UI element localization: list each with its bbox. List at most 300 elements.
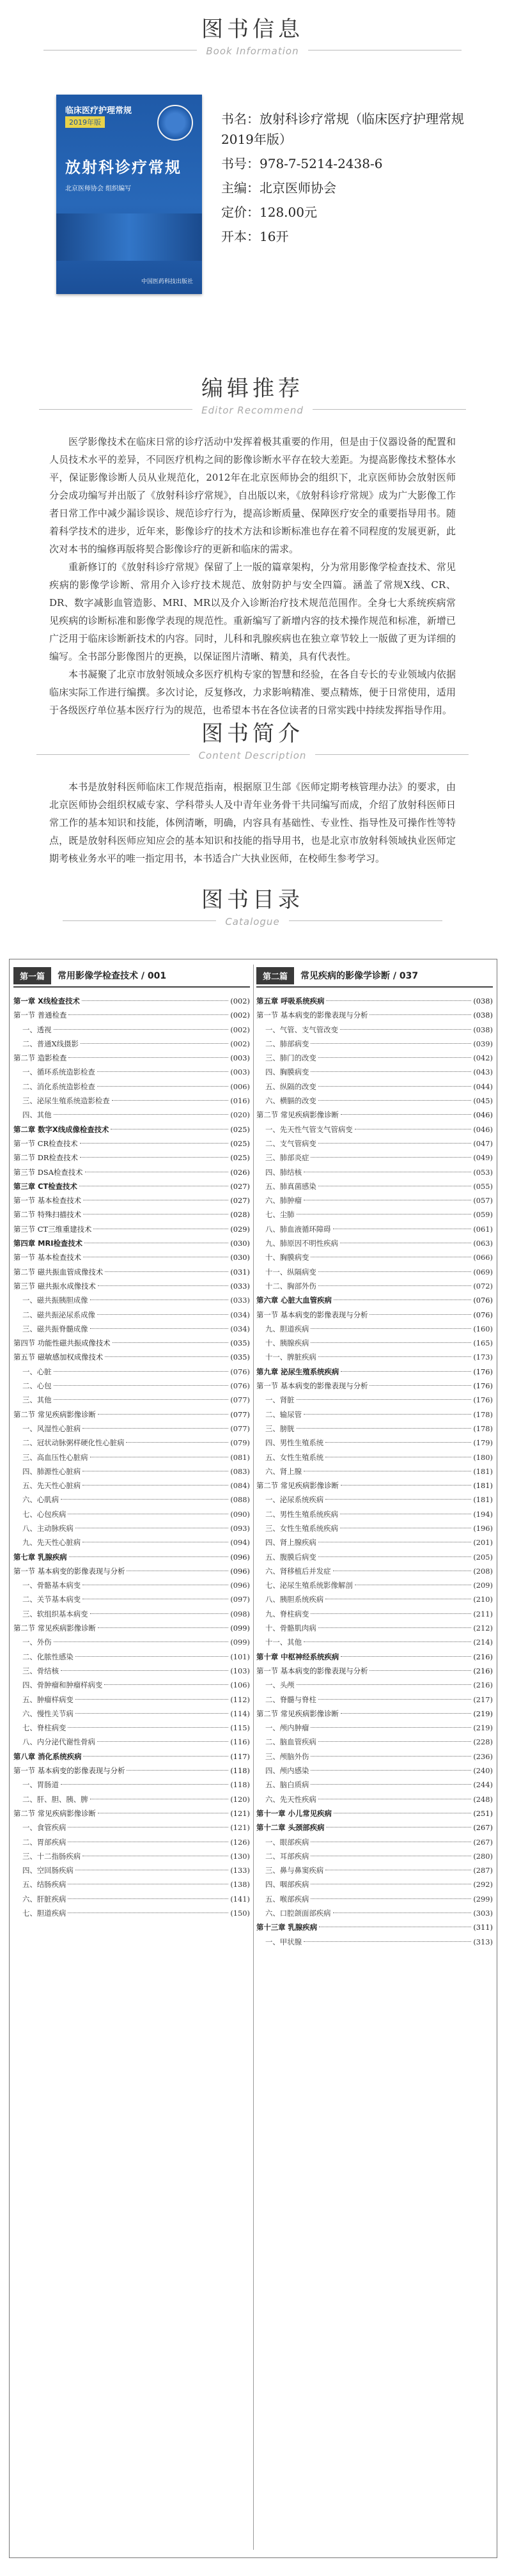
toc-entry-page: (219) xyxy=(473,1723,493,1733)
toc-leader-dots xyxy=(304,1641,471,1642)
toc-entry xyxy=(13,1650,250,1664)
toc-entry-title: 三、鼻与鼻窦疾病 xyxy=(265,1866,324,1875)
toc-leader-dots xyxy=(318,1057,472,1058)
toc-leader-dots xyxy=(61,1670,228,1671)
toc-entry xyxy=(256,1578,493,1592)
toc-leader-dots xyxy=(97,1071,228,1072)
toc-entry xyxy=(13,1735,250,1749)
toc-entry-title: 七、胆道疾病 xyxy=(22,1909,66,1918)
toc-entry xyxy=(256,1293,493,1307)
toc-entry xyxy=(256,1664,493,1678)
toc-entry xyxy=(256,1621,493,1635)
toc-entry xyxy=(13,1835,250,1849)
toc-entry xyxy=(13,1906,250,1920)
emblem-icon xyxy=(157,105,193,141)
toc-entry-title: 八、肺血液循环障碍 xyxy=(265,1224,331,1234)
toc-entry-page: (077) xyxy=(230,1395,250,1405)
toc-entry-title: 三、高血压性心脏病 xyxy=(22,1452,88,1462)
description-header xyxy=(0,716,505,761)
toc-leader-dots xyxy=(82,1485,228,1486)
toc-entry-title: 四、男性生殖系统 xyxy=(265,1438,324,1448)
toc-entry-title: 十、骨骼肌肉病 xyxy=(265,1624,316,1633)
toc-entry-title: 二、关节基本病变 xyxy=(22,1595,81,1604)
toc-entry-title: 二、磁共振泌尿系成像 xyxy=(22,1310,95,1319)
toc-entry xyxy=(256,1065,493,1079)
toc-entry xyxy=(256,1635,493,1649)
toc-entry-page: (212) xyxy=(473,1624,493,1633)
toc-entry xyxy=(13,1693,250,1707)
toc-leader-dots xyxy=(54,1114,229,1115)
toc-entry xyxy=(256,1607,493,1621)
toc-leader-dots xyxy=(54,1371,229,1372)
toc-entry xyxy=(256,1478,493,1493)
toc-entry-title: 第三节 磁共振水成像技术 xyxy=(13,1281,96,1291)
toc-entry-title: 二、脊髓与脊柱 xyxy=(265,1695,316,1704)
toc-leader-dots xyxy=(54,1399,229,1400)
toc-entry xyxy=(13,1806,250,1820)
toc-leader-dots xyxy=(311,1613,471,1614)
toc-entry-title: 五、先天性心脏病 xyxy=(22,1481,81,1491)
toc-leader-dots xyxy=(369,1670,471,1671)
toc-leader-dots xyxy=(104,1684,228,1685)
toc-entry xyxy=(256,1122,493,1137)
toc-entry xyxy=(13,1820,250,1835)
toc-entry-title: 第二节 常见疾病影像诊断 xyxy=(256,1481,339,1491)
recommend-subtitle: Editor Recommend xyxy=(201,405,304,416)
toc-entry-title: 五、腹膜后病变 xyxy=(265,1552,316,1562)
toc-entry-title: 二、脑血管疾病 xyxy=(265,1737,316,1747)
toc-entry-page: (046) xyxy=(473,1110,493,1120)
recommend-paragraph: 重新修订的《放射科诊疗常规》保留了上一版的篇章架构，分为常用影像学检查技术、常见疾病的影像学诊断、常用介入诊疗技术规范、放射防护与安全四篇。涵盖了常规X线、CR、DR、数字减影血管造影、MRI、MR以及介入诊断治疗技术规范范围作。全身七大系统疾病常见疾病的诊断标准和影像学表现的规范性。重新编写了新增内容的技术操作规范和标准，新增已广泛用于临床诊断新技术的内容。同时，儿科和乳腺疾病也在独立章节较上一版做了更为详细的编写。全书部分影像图片的更换，以保证图片清晰、精美，具有代表性。 xyxy=(49,561,456,662)
toc-leader-dots xyxy=(83,1756,228,1757)
toc-entry-page: (112) xyxy=(230,1695,250,1704)
toc-entry-page: (034) xyxy=(230,1324,250,1333)
toc-entry-title: 第一节 基本病变的影像表现与分析 xyxy=(256,1666,368,1675)
toc-entry xyxy=(256,1464,493,1478)
toc-entry-page: (046) xyxy=(473,1124,493,1134)
toc-entry-title: 第三节 DSA检查技术 xyxy=(13,1167,83,1177)
toc-entry-title: 二、胃部疾病 xyxy=(22,1837,66,1847)
toc-entry-page: (115) xyxy=(230,1723,250,1733)
catalogue-section xyxy=(0,882,505,1946)
toc-entry-title: 十一、纵隔病变 xyxy=(265,1267,316,1276)
toc-entry-page: (029) xyxy=(230,1224,250,1234)
toc-leader-dots xyxy=(90,1328,229,1329)
toc-entry-page: (034) xyxy=(230,1310,250,1319)
toc-entry-page: (055) xyxy=(473,1181,493,1191)
toc-entry-title: 六、心肌病 xyxy=(22,1495,59,1505)
toc-entry-page: (025) xyxy=(230,1138,250,1148)
toc-entry-page: (033) xyxy=(230,1296,250,1305)
toc-entry xyxy=(13,1592,250,1606)
toc-entry-page: (079) xyxy=(230,1438,250,1448)
toc-entry-title: 第九章 泌尿生殖系统疾病 xyxy=(256,1367,339,1376)
toc-entry xyxy=(13,1379,250,1393)
toc-entry-page: (035) xyxy=(230,1338,250,1348)
toc-entry-page: (176) xyxy=(473,1395,493,1405)
toc-leader-dots xyxy=(98,1414,228,1415)
toc-leader-dots xyxy=(311,1157,471,1158)
toc-entry xyxy=(256,1778,493,1792)
toc-entry-page: (098) xyxy=(230,1609,250,1618)
info-field-editor: 主编：北京医师协会 xyxy=(221,180,336,196)
toc-entry-page: (103) xyxy=(230,1666,250,1675)
toc-entry-page: (179) xyxy=(473,1438,493,1448)
toc-entry-page: (035) xyxy=(230,1353,250,1362)
toc-entry-page: (106) xyxy=(230,1680,250,1690)
toc-entry-page: (211) xyxy=(473,1609,493,1618)
toc-entry xyxy=(256,1750,493,1764)
toc-leader-dots xyxy=(75,1713,229,1714)
toc-entry xyxy=(256,1265,493,1279)
toc-entry-page: (181) xyxy=(473,1495,493,1505)
toc-entry-title: 三、女性生殖系统疾病 xyxy=(265,1523,338,1533)
toc-entry-title: 第五节 磁敏感加权成像技术 xyxy=(13,1353,104,1362)
cover-series: 临床医疗护理常规 xyxy=(65,106,132,116)
toc-entry xyxy=(256,1379,493,1393)
divider xyxy=(315,754,469,755)
toc-entry-page: (072) xyxy=(473,1281,493,1291)
toc-entry-title: 五、女性生殖系统 xyxy=(265,1452,324,1462)
toc-entry xyxy=(13,1322,250,1336)
part-banner xyxy=(13,965,250,988)
toc-entry-page: (244) xyxy=(473,1780,493,1790)
toc-entry-title: 第一节 基本检查技术 xyxy=(13,1253,82,1262)
toc-entry-page: (303) xyxy=(473,1909,493,1918)
toc-leader-dots xyxy=(318,1556,472,1557)
part-tag: 第一篇 xyxy=(13,967,51,984)
toc-entry-page: (096) xyxy=(230,1552,250,1562)
toc-entry-page: (299) xyxy=(473,1894,493,1904)
toc-leader-dots xyxy=(311,1756,471,1757)
toc-entry-title: 四、肺结核 xyxy=(265,1167,302,1177)
toc-entry-page: (181) xyxy=(473,1466,493,1476)
toc-leader-dots xyxy=(97,1741,228,1742)
toc-leader-dots xyxy=(318,1086,472,1087)
toc-entry xyxy=(13,1250,250,1264)
toc-entry-page: (236) xyxy=(473,1751,493,1761)
toc-entry-page: (196) xyxy=(473,1523,493,1533)
toc-leader-dots xyxy=(311,1898,471,1899)
toc-entry-title: 第二节 特殊扫描技术 xyxy=(13,1210,82,1220)
toc-entry xyxy=(13,1721,250,1735)
toc-leader-dots xyxy=(341,1114,471,1115)
toc-entry-page: (133) xyxy=(230,1866,250,1875)
toc-leader-dots xyxy=(311,1328,471,1329)
toc-entry-title: 第二节 常见疾病影像诊断 xyxy=(256,1110,339,1120)
toc-entry xyxy=(256,1151,493,1165)
toc-entry-title: 一、先天性气管支气管病变 xyxy=(265,1124,353,1134)
toc-entry-page: (176) xyxy=(473,1381,493,1391)
cover-editor: 北京医师协会 组织编写 xyxy=(65,185,132,192)
toc-entry xyxy=(256,1422,493,1436)
toc-entry-title: 十二、胸部外伤 xyxy=(265,1281,316,1291)
toc-entry-page: (027) xyxy=(230,1181,250,1191)
book-info-title: 图书信息 xyxy=(201,17,304,42)
toc-leader-dots xyxy=(297,1428,472,1429)
toc-entry xyxy=(13,1279,250,1293)
toc-entry-page: (201) xyxy=(473,1538,493,1548)
toc-entry-title: 六、肝脏疾病 xyxy=(22,1894,66,1904)
toc-entry xyxy=(256,1108,493,1122)
toc-entry-title: 五、纵隔的改变 xyxy=(265,1082,316,1091)
toc-entry-page: (049) xyxy=(473,1153,493,1163)
divider xyxy=(313,409,466,410)
toc-entry xyxy=(13,1664,250,1678)
info-field-format: 开本：16开 xyxy=(221,229,289,244)
toc-entry-title: 九、胆道疾病 xyxy=(265,1324,309,1333)
book-info-list xyxy=(221,109,490,251)
toc-leader-dots xyxy=(340,1029,471,1030)
toc-leader-dots xyxy=(304,1414,471,1415)
toc-entry-page: (016) xyxy=(230,1096,250,1106)
toc-entry-page: (061) xyxy=(473,1224,493,1234)
part-banner xyxy=(256,965,493,988)
toc-entry xyxy=(256,1892,493,1906)
toc-entry-page: (138) xyxy=(230,1880,250,1889)
toc-entry-title: 第一节 CR检查技术 xyxy=(13,1138,78,1148)
toc-entry-page: (077) xyxy=(230,1424,250,1433)
toc-entry-title: 一、骨骼基本病变 xyxy=(22,1581,81,1590)
toc-entry-page: (287) xyxy=(473,1866,493,1875)
toc-entry-title: 二、肺部病变 xyxy=(265,1039,309,1048)
toc-entry-page: (057) xyxy=(473,1196,493,1206)
toc-entry-page: (209) xyxy=(473,1581,493,1590)
toc-entry xyxy=(13,1707,250,1721)
toc-entry-title: 第一节 普通检查 xyxy=(13,1011,67,1020)
toc-entry-page: (280) xyxy=(473,1851,493,1861)
recommend-section xyxy=(0,358,505,719)
toc-entry-title: 四、其他 xyxy=(22,1110,52,1120)
toc-entry-page: (228) xyxy=(473,1737,493,1747)
toc-entry xyxy=(13,1778,250,1792)
toc-leader-dots xyxy=(80,1157,228,1158)
toc-entry xyxy=(13,1792,250,1806)
toc-entry-page: (121) xyxy=(230,1823,250,1833)
toc-entry-page: (002) xyxy=(230,997,250,1005)
toc-entry xyxy=(13,1764,250,1778)
toc-entry-title: 二、输尿管 xyxy=(265,1409,302,1419)
column-divider xyxy=(253,965,254,2550)
toc-leader-dots xyxy=(68,1014,228,1015)
toc-leader-dots xyxy=(341,1485,471,1486)
toc-leader-dots xyxy=(318,1699,472,1700)
toc-leader-dots xyxy=(311,1770,471,1771)
toc-leader-dots xyxy=(54,1641,229,1642)
toc-entry xyxy=(256,1521,493,1535)
toc-entry xyxy=(13,1578,250,1592)
toc-entry-page: (020) xyxy=(230,1110,250,1120)
toc-entry xyxy=(13,1408,250,1422)
toc-entry-page: (030) xyxy=(230,1253,250,1262)
toc-leader-dots xyxy=(318,1285,472,1286)
toc-entry-title: 九、先天性心脏病 xyxy=(22,1538,81,1548)
toc-entry-page: (248) xyxy=(473,1794,493,1804)
toc-entry-title: 五、脑白质病 xyxy=(265,1780,309,1790)
toc-entry xyxy=(256,1493,493,1507)
toc-leader-dots xyxy=(69,1556,229,1557)
toc-entry-title: 第五章 呼吸系统疾病 xyxy=(256,997,325,1005)
toc-entry xyxy=(256,1835,493,1849)
toc-leader-dots xyxy=(68,1898,228,1899)
toc-entry-page: (003) xyxy=(230,1053,250,1063)
toc-entry-title: 七、尘肺 xyxy=(265,1210,295,1220)
recommend-body xyxy=(49,433,456,719)
toc-entry xyxy=(256,1051,493,1065)
toc-entry xyxy=(13,1222,250,1236)
toc-entry-title: 第四节 功能性磁共振成像技术 xyxy=(13,1338,111,1348)
toc-entry-page: (120) xyxy=(230,1794,250,1804)
toc-entry-page: (097) xyxy=(230,1595,250,1604)
toc-entry-title: 四、肾上腺疾病 xyxy=(265,1538,316,1548)
toc-entry xyxy=(256,1137,493,1151)
toc-leader-dots xyxy=(311,1071,471,1072)
toc-entry-page: (038) xyxy=(473,997,493,1005)
toc-entry-page: (118) xyxy=(230,1780,250,1790)
toc-entry xyxy=(13,1678,250,1692)
toc-leader-dots xyxy=(304,1941,471,1942)
toc-entry xyxy=(256,1920,493,1934)
toc-entry-page: (180) xyxy=(473,1452,493,1462)
toc-entry xyxy=(13,1023,250,1037)
toc-entry-title: 第二节 磁共振血管成像技术 xyxy=(13,1267,104,1276)
toc-leader-dots xyxy=(318,1100,472,1101)
toc-entry xyxy=(256,1735,493,1749)
toc-entry xyxy=(13,1122,250,1137)
toc-entry-title: 八、主动脉疾病 xyxy=(22,1523,74,1533)
toc-entry-page: (217) xyxy=(473,1695,493,1704)
toc-entry-title: 三、其他 xyxy=(22,1395,52,1405)
toc-entry xyxy=(256,1678,493,1692)
toc-entry-title: 一、泌尿系统疾病 xyxy=(265,1495,324,1505)
toc-entry-page: (126) xyxy=(230,1837,250,1847)
toc-entry-page: (047) xyxy=(473,1138,493,1148)
toc-entry-title: 一、磁共振胰胆成像 xyxy=(22,1296,88,1305)
toc-entry-title: 四、咽部疾病 xyxy=(265,1880,309,1889)
toc-leader-dots xyxy=(61,1499,228,1500)
toc-entry-title: 六、先天性疾病 xyxy=(265,1794,316,1804)
toc-entry xyxy=(256,1863,493,1877)
toc-entry-title: 第十三章 乳腺疾病 xyxy=(256,1923,318,1932)
toc-entry-title: 二、支气管病变 xyxy=(265,1138,316,1148)
toc-entry-title: 第十二章 头颈部疾病 xyxy=(256,1823,325,1833)
toc-entry xyxy=(13,1008,250,1022)
toc-entry xyxy=(256,1207,493,1222)
toc-entry-page: (114) xyxy=(230,1709,250,1718)
toc-entry-title: 二、耳部疾病 xyxy=(265,1851,309,1861)
toc-entry-page: (033) xyxy=(230,1281,250,1291)
toc-entry xyxy=(13,1493,250,1507)
toc-entry-page: (053) xyxy=(473,1167,493,1177)
toc-entry xyxy=(13,1478,250,1493)
toc-entry xyxy=(256,1336,493,1350)
toc-leader-dots xyxy=(54,1029,229,1030)
toc-leader-dots xyxy=(341,1371,471,1372)
toc-leader-dots xyxy=(318,1143,472,1144)
toc-entry-page: (026) xyxy=(230,1167,250,1177)
toc-entry xyxy=(256,1877,493,1891)
toc-entry-page: (311) xyxy=(473,1923,493,1932)
toc-entry xyxy=(256,1037,493,1051)
toc-entry-title: 第三章 CT检查技术 xyxy=(13,1181,77,1191)
toc-leader-dots xyxy=(326,1000,471,1001)
toc-leader-dots xyxy=(325,1442,471,1443)
toc-entry xyxy=(256,1193,493,1207)
toc-entry-page: (077) xyxy=(230,1409,250,1419)
info-field-isbn: 书号：978-7-5214-2438-6 xyxy=(221,156,383,171)
toc-leader-dots xyxy=(318,1627,472,1628)
toc-leader-dots xyxy=(112,1100,229,1101)
toc-entry xyxy=(256,1322,493,1336)
toc-entry-title: 第四章 MRI检查技术 xyxy=(13,1239,83,1248)
toc-entry xyxy=(256,1008,493,1022)
toc-entry-page: (066) xyxy=(473,1253,493,1262)
toc-entry-title: 第一节 基本病变的影像表现与分析 xyxy=(13,1566,125,1576)
toc-entry-title: 一、眼部疾病 xyxy=(265,1837,309,1847)
toc-entry-title: 四、骨肿瘤和肿瘤样病变 xyxy=(22,1680,103,1690)
toc-entry-page: (076) xyxy=(473,1310,493,1319)
toc-entry-title: 九、脊柱病变 xyxy=(265,1609,309,1618)
toc-entry-title: 六、肾移植后并发症 xyxy=(265,1566,331,1576)
toc-entry-title: 六、横膈的改变 xyxy=(265,1096,316,1106)
toc-entry-page: (251) xyxy=(473,1808,493,1818)
toc-entry xyxy=(256,1393,493,1407)
toc-leader-dots xyxy=(341,1656,471,1657)
toc-entry-page: (076) xyxy=(230,1381,250,1391)
toc-entry-page: (116) xyxy=(230,1737,250,1747)
toc-entry xyxy=(256,1436,493,1450)
toc-entry-page: (267) xyxy=(473,1823,493,1833)
toc-entry-title: 一、外伤 xyxy=(22,1638,52,1647)
info-field-price: 定价：128.00元 xyxy=(221,205,317,220)
toc-entry-title: 六、口腔颌面部疾病 xyxy=(265,1909,331,1918)
toc-entry-title: 八、内分泌代谢性骨病 xyxy=(22,1737,95,1747)
divider xyxy=(36,754,190,755)
toc-leader-dots xyxy=(369,1014,471,1015)
toc-entry xyxy=(256,1707,493,1721)
toc-leader-dots xyxy=(311,1342,471,1343)
toc-entry-page: (165) xyxy=(473,1338,493,1348)
toc-entry-page: (025) xyxy=(230,1124,250,1134)
toc-entry xyxy=(256,1222,493,1236)
toc-entry-page: (084) xyxy=(230,1481,250,1491)
toc-entry-title: 一、头颅 xyxy=(265,1680,295,1690)
cover-title: 放射科诊疗常规 xyxy=(65,159,182,176)
recommend-header xyxy=(0,358,505,416)
toc-leader-dots xyxy=(82,1428,228,1429)
toc-entry-page: (044) xyxy=(473,1082,493,1091)
toc-entry-title: 五、喉部疾病 xyxy=(265,1894,309,1904)
toc-entry-title: 第二节 常见疾病影像诊断 xyxy=(256,1709,339,1718)
toc-entry xyxy=(256,1236,493,1250)
toc-entry-page: (216) xyxy=(473,1680,493,1690)
toc-entry-title: 一、甲状腺 xyxy=(265,1937,302,1946)
toc-entry-title: 十一、脾脏疾病 xyxy=(265,1353,316,1362)
toc-entry-title: 第十一章 小儿常见疾病 xyxy=(256,1808,332,1818)
toc-entry-page: (093) xyxy=(230,1523,250,1533)
toc-entry-title: 三、十二指肠疾病 xyxy=(22,1851,81,1861)
description-subtitle: Content Description xyxy=(198,750,307,761)
toc-entry xyxy=(256,1507,493,1521)
toc-entry-title: 七、脊柱病变 xyxy=(22,1723,66,1733)
toc-leader-dots xyxy=(61,1784,228,1785)
part-title: 常见疾病的影像学诊断 / 037 xyxy=(300,971,419,981)
toc-entry xyxy=(13,1422,250,1436)
toc-entry-page: (039) xyxy=(473,1039,493,1048)
toc-entry-title: 一、循环系统造影检查 xyxy=(22,1067,95,1077)
toc-entry-title: 第一节 基本检查技术 xyxy=(13,1196,82,1206)
toc-entry-title: 第六章 心脏大血管疾病 xyxy=(256,1296,332,1305)
